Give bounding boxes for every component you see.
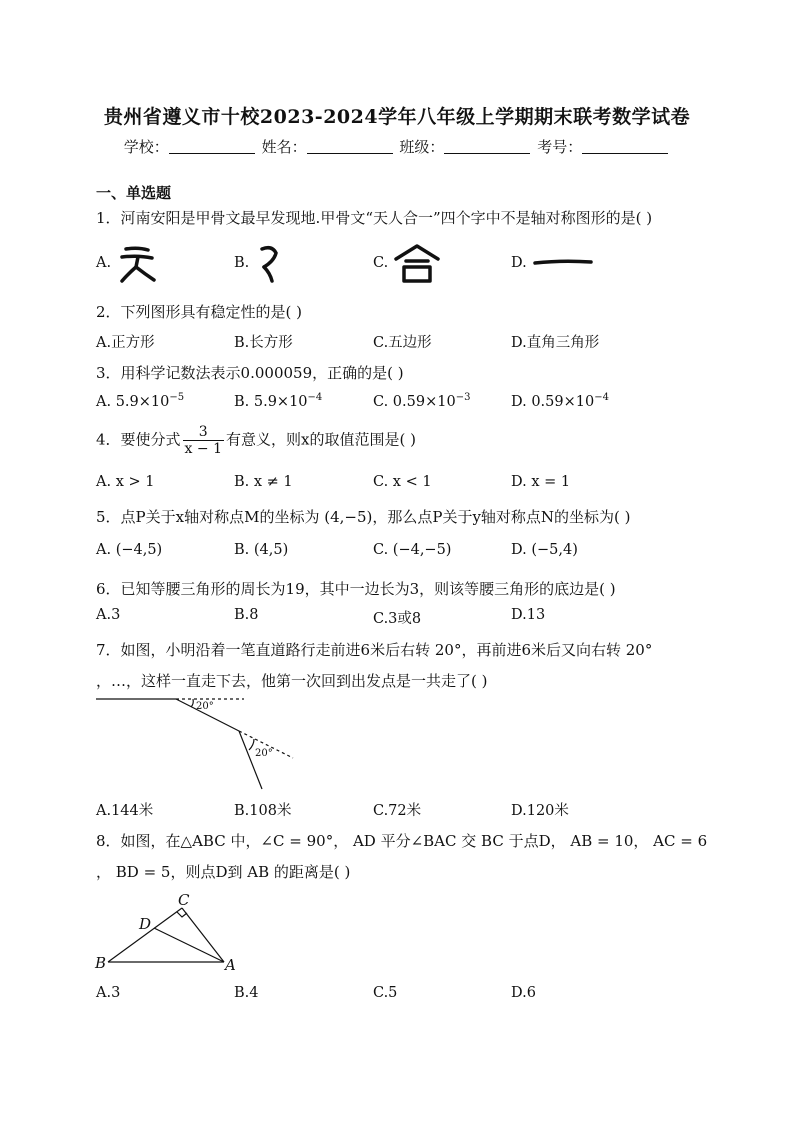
class-blank[interactable]: [444, 139, 530, 154]
angle-label-1: 20°: [196, 701, 214, 712]
student-info-row: [0, 136, 794, 157]
q5-option-c[interactable]: C. (−4,−5): [373, 542, 452, 558]
bisector-ad: [154, 928, 224, 962]
q5-option-a[interactable]: A. (−4,5): [96, 542, 163, 558]
vertex-label-c: C: [178, 891, 190, 909]
oracle-yi-glyph: [532, 255, 594, 269]
q7-path-figure: [96, 692, 301, 792]
q2-option-b[interactable]: B.长方形: [234, 335, 293, 351]
oracle-he-glyph: [392, 243, 442, 285]
q6-option-b[interactable]: B.8: [234, 607, 259, 623]
q3-option-c[interactable]: C. $0.59\times 10^{-3}$: [373, 392, 471, 410]
angle-arc-2: [249, 739, 254, 750]
fraction: $\frac{3}{x - 1}$: [184, 424, 222, 457]
path-segment-3: [239, 731, 262, 789]
q4-option-b[interactable]: B. x ≠ 1: [234, 474, 293, 490]
q7-option-d[interactable]: D.120米: [511, 803, 569, 819]
q8-option-a[interactable]: A.3: [96, 985, 121, 1001]
q2-option-d[interactable]: D.直角三角形: [511, 335, 600, 351]
question-6-text: 6．已知等腰三角形的周长为19，其中一边长为3，则该等腰三角形的底边是( ): [96, 580, 616, 598]
q5-option-d[interactable]: D. (−5,4): [511, 542, 578, 558]
vertex-label-b: B: [95, 954, 107, 972]
question-3-text: 3．用科学记数法表示0.000059，正确的是( ): [96, 364, 404, 382]
question-8-text-line1: 8．如图，在△ABC 中，∠C = 90°， AD 平分∠BAC 交 BC 于点D， AB = 10， AC = 6: [96, 832, 708, 850]
q1-option-b[interactable]: B.: [234, 255, 250, 271]
name-label: 姓名：: [261, 138, 307, 156]
q8-triangle-figure: [94, 890, 244, 974]
q1-option-a[interactable]: A.: [96, 255, 112, 271]
question-7-text-line1: 7．如图，小明沿着一笔直道路行走前进6米后右转 20°，再前进6米后又向右转 20°: [96, 641, 653, 659]
q4-option-c[interactable]: C. x < 1: [373, 474, 432, 490]
angle-arc-1: [191, 699, 193, 707]
question-2-text: 2．下列图形具有稳定性的是( ): [96, 303, 303, 321]
q7-option-a[interactable]: A.144米: [96, 803, 154, 819]
question-4-text: 4．要使分式 $\frac{3}{x - 1}$ 有意义，则x的取值范围是( ): [96, 424, 416, 457]
side-ca: [182, 908, 224, 962]
question-8-text-line2: ， BD = 5，则点D到 AB 的距离是( ): [96, 863, 351, 881]
q5-option-b[interactable]: B. (4,5): [234, 542, 289, 558]
oracle-ren-glyph: [252, 243, 288, 285]
vertex-label-a: A: [225, 956, 236, 974]
q4-option-a[interactable]: A. x > 1: [96, 474, 155, 490]
q6-option-c[interactable]: C.3或8: [373, 611, 422, 627]
q6-option-d[interactable]: D.13: [511, 607, 546, 623]
q1-option-d[interactable]: D.: [511, 255, 527, 271]
oracle-tian-glyph: [118, 244, 158, 284]
name-blank[interactable]: [307, 139, 393, 154]
q7-option-c[interactable]: C.72米: [373, 803, 422, 819]
question-7-text-line2: ，…，这样一直走下去，他第一次回到出发点是一共走了( ): [96, 672, 488, 690]
q8-option-c[interactable]: C.5: [373, 985, 398, 1001]
q8-option-b[interactable]: B.4: [234, 985, 259, 1001]
school-blank[interactable]: [169, 139, 255, 154]
number-label: 考号：: [537, 138, 583, 156]
q3-option-a[interactable]: A. $5.9\times 10^{-5}$: [96, 392, 185, 410]
q8-option-d[interactable]: D.6: [511, 985, 536, 1001]
question-1-text: 1．河南安阳是甲骨文最早发现地.甲骨文“天人合一”四个字中不是轴对称图形的是( ): [96, 209, 653, 227]
q4-option-d[interactable]: D. x = 1: [511, 474, 571, 490]
q6-option-a[interactable]: A.3: [96, 607, 121, 623]
class-label: 班级：: [399, 138, 445, 156]
q2-option-a[interactable]: A.正方形: [96, 335, 155, 351]
number-blank[interactable]: [582, 139, 668, 154]
angle-label-2: 20°: [255, 748, 273, 759]
q1-option-c[interactable]: C.: [373, 255, 389, 271]
school-label: 学校：: [123, 138, 169, 156]
q3-option-d[interactable]: D. $0.59\times 10^{-4}$: [511, 392, 609, 410]
question-5-text: 5．点P关于x轴对称点M的坐标为 (4,−5)，那么点P关于y轴对称点N的坐标为( ): [96, 508, 631, 526]
q7-option-b[interactable]: B.108米: [234, 803, 292, 819]
q2-option-c[interactable]: C.五边形: [373, 335, 432, 351]
exam-title: 贵州省遵义市十校2023-2024学年八年级上学期期末联考数学试卷: [103, 106, 691, 128]
q3-option-b[interactable]: B. $5.9\times 10^{-4}$: [234, 392, 323, 410]
point-label-d: D: [139, 915, 152, 933]
section-heading: 一、单选题: [96, 184, 172, 202]
